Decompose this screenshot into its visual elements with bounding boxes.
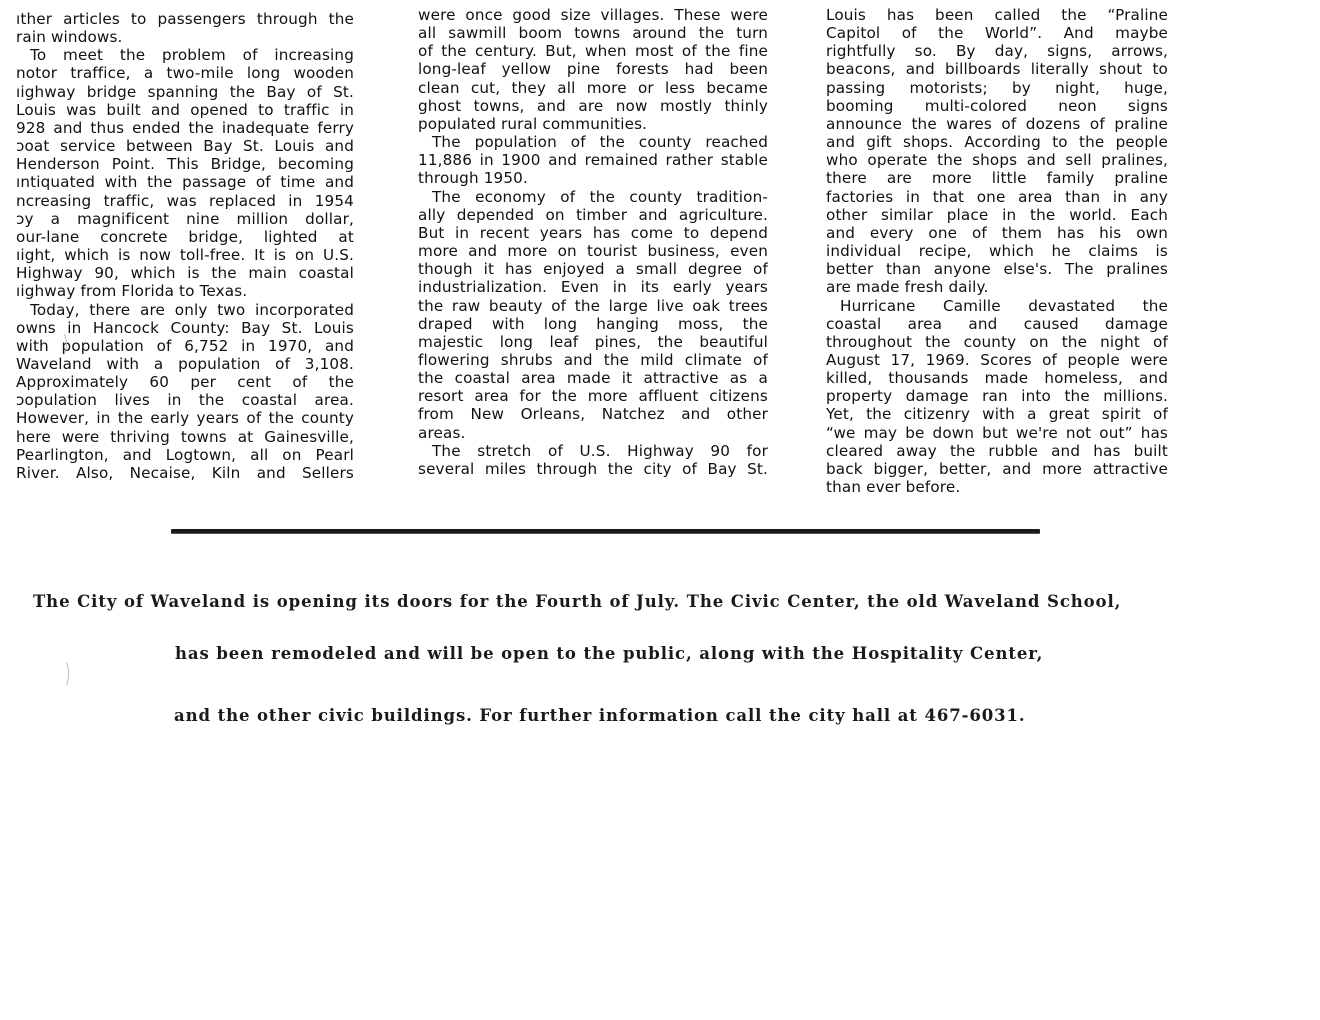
text-line: But in recent years has come to depend [418, 223, 768, 242]
text-line: announce the wares of dozens of praline [826, 114, 1168, 133]
text-line: ıighway from Florida to Texas. [16, 282, 248, 301]
text-line: with population of 6,752 in 1970, and [16, 336, 354, 355]
text-line: long-leaf yellow pine forests had been [418, 60, 768, 79]
text-line: other similar place in the world. Each [826, 205, 1168, 224]
text-line: ıther articles to passengers through the [16, 10, 354, 28]
text-line: coastal area and caused damage [826, 314, 1168, 333]
article-column-2 [418, 6, 768, 478]
text-line: ɔopulation lives in the coastal area. [16, 391, 354, 410]
text-line: clean cut, they all more or less became [418, 78, 768, 97]
text-line: notor traffice, a two-mile long wooden [16, 64, 354, 83]
notice-line-3: and the other civic buildings. For further information call the city hall at 467-6031. [174, 706, 1026, 725]
text-line: However, in the early years of the county [16, 409, 354, 428]
text-line: Yet, the citizenry with a great spirit of [826, 405, 1168, 424]
text-line: and gift shops. According to the people [826, 133, 1168, 152]
notice-line-2: has been remodeled and will be open to the public, along with the Hospitality Center, [175, 644, 1044, 663]
text-line: Approximately 60 per cent of the [16, 373, 354, 392]
text-line: than ever before. [826, 478, 961, 497]
text-line: better than anyone else's. The pralines [826, 260, 1168, 279]
text-line: ncreasing traffic, was replaced in 1954 [16, 191, 354, 210]
text-line: Capitol of the World”. And maybe [826, 24, 1168, 43]
text-line: 928 and thus ended the inadequate ferry [16, 118, 354, 137]
text-line: Highway 90, which is the main coastal [16, 264, 354, 283]
text-line: booming multi-colored neon signs [826, 96, 1168, 115]
text-line: ıight, which is now toll-free. It is on U.S. [16, 246, 354, 265]
text-line: and every one of them has his own [826, 223, 1168, 242]
text-line: rain windows. [16, 28, 123, 47]
text-line: owns in Hancock County: Bay St. Louis [16, 318, 354, 337]
text-line: Henderson Point. This Bridge, becoming [16, 155, 354, 174]
text-line: there are more little family praline [826, 169, 1168, 188]
text-line: beacons, and billboards literally shout to [826, 60, 1168, 79]
text-line: factories in that one area than in any [826, 187, 1168, 206]
scan-artifact [52, 330, 67, 358]
notice-line-1: The City of Waveland is opening its doors for the Fourth of July. The Civic Center, the old Waveland School, [33, 592, 1122, 611]
text-line: Pearlington, and Logtown, all on Pearl [16, 445, 354, 464]
text-line: passing motorists; by night, huge, [826, 78, 1168, 97]
text-line: the raw beauty of the large live oak trees [418, 296, 768, 315]
text-line: cleared away the rubble and has built [826, 441, 1168, 460]
text-line: populated rural communities. [418, 114, 648, 133]
text-line: River. Also, Necaise, Kiln and Sellers [16, 463, 354, 482]
text-line: our-lane concrete bridge, lighted at [16, 227, 354, 246]
text-line: through 1950. [418, 169, 528, 188]
text-line: ɔy a magnificent nine million dollar, [16, 209, 354, 228]
text-line: The economy of the county tradition- [432, 187, 768, 206]
text-line: Today, there are only two incorporated [30, 300, 354, 319]
text-line: flowering shrubs and the mild climate of [418, 350, 768, 369]
text-line: The stretch of U.S. Highway 90 for [432, 441, 768, 460]
text-line: areas. [418, 423, 466, 442]
text-line: Waveland with a population of 3,108. [16, 354, 354, 373]
text-line: ıighway bridge spanning the Bay of St. [16, 82, 354, 101]
text-line: of the century. But, when most of the fine [418, 42, 768, 61]
text-line: individual recipe, which he claims is [826, 242, 1168, 261]
text-line: industrialization. Even in its early years [418, 278, 768, 297]
text-line: The population of the county reached [432, 133, 768, 152]
text-line: killed, thousands made homeless, and [826, 369, 1168, 388]
text-line: throughout the county on the night of [826, 332, 1168, 351]
text-line: resort area for the more affluent citizens [418, 387, 768, 406]
text-line: here were thriving towns at Gainesville, [16, 427, 354, 446]
text-line: all sawmill boom towns around the turn [418, 24, 768, 43]
scan-artifact [58, 660, 69, 688]
text-line: ghost towns, and are now mostly thinly [418, 96, 768, 115]
text-line: August 17, 1969. Scores of people were [826, 350, 1168, 369]
text-line: Louis has been called the “Praline [826, 6, 1168, 24]
text-line: “we may be down but we're not out” has [826, 423, 1168, 442]
text-line: from New Orleans, Natchez and other [418, 405, 768, 424]
text-line: Hurricane Camille devastated the [840, 296, 1168, 315]
text-line: were once good size villages. These were [418, 6, 768, 24]
text-line: Louis was built and opened to traffic in [16, 100, 354, 119]
text-line: several miles through the city of Bay St. [418, 459, 768, 478]
text-line: ɔoat service between Bay St. Louis and [16, 137, 354, 156]
text-line: rightfully so. By day, signs, arrows, [826, 42, 1168, 61]
text-line: property damage ran into the millions. [826, 387, 1168, 406]
section-divider [171, 529, 1040, 533]
text-line: though it has enjoyed a small degree of [418, 260, 768, 279]
text-line: ıntiquated with the passage of time and [16, 173, 354, 192]
text-line: who operate the shops and sell pralines, [826, 151, 1168, 170]
text-line: majestic long leaf pines, the beautiful [418, 332, 768, 351]
text-line: back bigger, better, and more attractive [826, 459, 1168, 478]
text-line: draped with long hanging moss, the [418, 314, 768, 333]
text-line: the coastal area made it attractive as a [418, 369, 768, 388]
text-line: are made fresh daily. [826, 278, 989, 297]
text-line: ally depended on timber and agriculture. [418, 205, 768, 224]
text-line: 11,886 in 1900 and remained rather stable [418, 151, 768, 170]
article-column-1 [16, 10, 354, 482]
article-column-3 [826, 6, 1168, 496]
text-line: To meet the problem of increasing [30, 46, 354, 65]
text-line: more and more on tourist business, even [418, 242, 768, 261]
